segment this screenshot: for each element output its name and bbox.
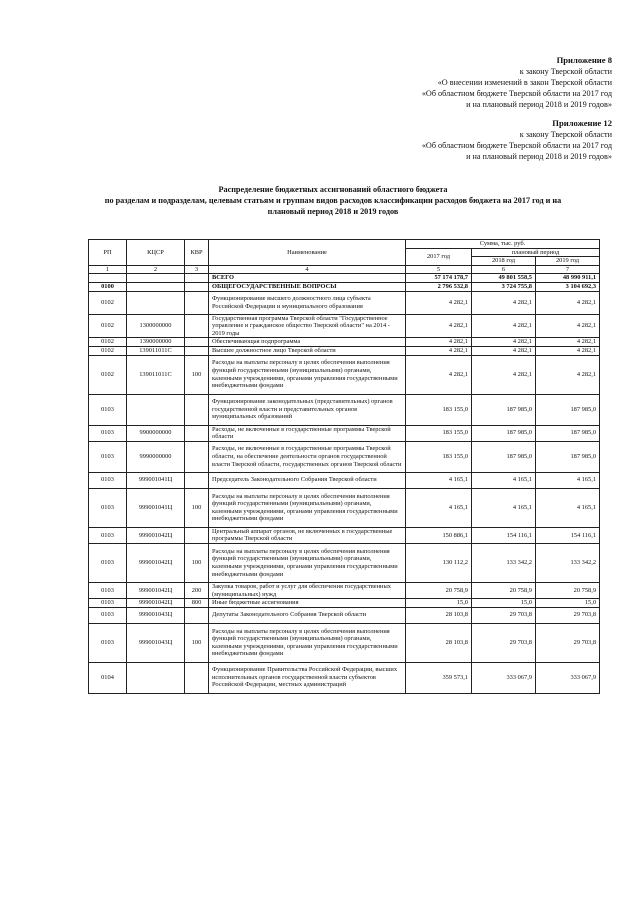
name-cell: Высшее должностное лицо Тверской области bbox=[209, 346, 406, 355]
kvr-cell bbox=[185, 472, 209, 488]
kvr-cell bbox=[185, 662, 209, 693]
total-row bbox=[89, 274, 600, 283]
value-2018-cell: 29 703,8 bbox=[472, 623, 536, 662]
table-row bbox=[89, 314, 600, 338]
value-2019-cell: 187 985,0 bbox=[536, 441, 600, 472]
ksr-cell bbox=[127, 394, 185, 425]
ksr-cell: 9900000000 bbox=[127, 425, 185, 441]
document-title-line: по разделам и подразделам, целевым статьям и группам видов расходов классификации расходов бюджета на 2017 год и на bbox=[104, 196, 562, 205]
name-cell: Государственная программа Тверской области "Государственное управление и гражданское общество Тверской области" на 2014 - 2019 годы bbox=[209, 314, 406, 338]
rp-cell: 0103 bbox=[89, 582, 127, 598]
name-cell: Функционирование Правительства Российской Федерации, высших исполнительных органов государственной власти субъектов Российской Федерации, местных администраций bbox=[209, 662, 406, 693]
table-row bbox=[89, 488, 600, 527]
header-name: Наименование bbox=[209, 240, 406, 266]
ksr-cell: 9990000000 bbox=[127, 441, 185, 472]
appendix-12-line: к закону Тверской области bbox=[519, 130, 612, 139]
appendix-8-line: к закону Тверской области bbox=[519, 67, 612, 76]
header-sum: Сумма, тыс. руб. bbox=[406, 240, 600, 249]
ksr-cell bbox=[127, 282, 185, 291]
name-cell: Закупка товаров, работ и услуг для обеспечения государственных (муниципальных) нужд bbox=[209, 582, 406, 598]
value-2017-cell: 183 155,0 bbox=[406, 425, 472, 441]
value-2017-cell: 150 886,1 bbox=[406, 527, 472, 543]
value-2018-cell: 187 985,0 bbox=[472, 425, 536, 441]
value-2017-cell: 4 282,1 bbox=[406, 346, 472, 355]
value-2018-cell: 4 282,1 bbox=[472, 291, 536, 314]
table-row bbox=[89, 394, 600, 425]
value-2017-cell: 359 573,1 bbox=[406, 662, 472, 693]
kvr-cell bbox=[185, 441, 209, 472]
kvr-cell bbox=[185, 314, 209, 338]
value-2018-cell: 4 282,1 bbox=[472, 355, 536, 394]
kvr-cell: 100 bbox=[185, 488, 209, 527]
ksr-cell bbox=[127, 291, 185, 314]
rp-cell: 0103 bbox=[89, 607, 127, 623]
kvr-cell: 800 bbox=[185, 599, 209, 608]
header-kvr: КВР bbox=[185, 240, 209, 266]
kvr-cell bbox=[185, 346, 209, 355]
table-row bbox=[89, 338, 600, 347]
kvr-cell bbox=[185, 291, 209, 314]
column-number: 5 bbox=[406, 265, 472, 274]
header-ksr: КЦСР bbox=[127, 240, 185, 266]
value-2019-cell: 187 985,0 bbox=[536, 394, 600, 425]
rp-cell: 0102 bbox=[89, 346, 127, 355]
value-2019-cell: 187 985,0 bbox=[536, 425, 600, 441]
header-2018: 2018 год bbox=[472, 257, 536, 266]
table-row bbox=[89, 662, 600, 693]
value-2017-cell: 4 165,1 bbox=[406, 488, 472, 527]
kvr-cell: 100 bbox=[185, 355, 209, 394]
table-row bbox=[89, 527, 600, 543]
header-row bbox=[89, 240, 600, 249]
value-2019-cell: 4 282,1 bbox=[536, 355, 600, 394]
value-2019-cell: 4 165,1 bbox=[536, 488, 600, 527]
ksr-cell: 999001043Ц bbox=[127, 623, 185, 662]
ksr-cell: 999001042Ц bbox=[127, 599, 185, 608]
column-number: 2 bbox=[127, 265, 185, 274]
rp-cell: 0102 bbox=[89, 314, 127, 338]
name-cell: Расходы на выплаты персоналу в целях обеспечения выполнения функций государственными (муниципальными) органами, казенными учреждениями, органами управления государственными внебюджетными фондами bbox=[209, 488, 406, 527]
table-row bbox=[89, 291, 600, 314]
name-cell: Расходы, не включенные в государственные программы Тверской области, на обеспечение деятельности органов государственной власти Тверской области, государственных органов Тверской области bbox=[209, 441, 406, 472]
value-2018-cell: 15,0 bbox=[472, 599, 536, 608]
header-2019: 2019 год bbox=[536, 257, 600, 266]
value-2018-cell: 4 165,1 bbox=[472, 472, 536, 488]
value-2019-cell: 333 067,9 bbox=[536, 662, 600, 693]
value-2018-cell: 4 282,1 bbox=[472, 338, 536, 347]
table-row bbox=[89, 607, 600, 623]
table-row bbox=[89, 355, 600, 394]
rp-cell: 0103 bbox=[89, 472, 127, 488]
name-cell: Депутаты Законодательного Собрания Тверской области bbox=[209, 607, 406, 623]
name-cell: Расходы на выплаты персоналу в целях обеспечения выполнения функций государственными (муниципальными) органами, казенными учреждениями, органами управления государственными внебюджетными фондами bbox=[209, 355, 406, 394]
budget-table-body bbox=[89, 240, 600, 694]
value-2017-cell: 4 282,1 bbox=[406, 338, 472, 347]
appendix-12-line: и на плановый период 2018 и 2019 годов» bbox=[466, 152, 612, 161]
name-cell: Иные бюджетные ассигнования bbox=[209, 599, 406, 608]
value-2018-cell: 3 724 755,8 bbox=[472, 282, 536, 291]
column-number-row bbox=[89, 265, 600, 274]
kvr-cell bbox=[185, 338, 209, 347]
column-number: 1 bbox=[89, 265, 127, 274]
value-2019-cell: 4 282,1 bbox=[536, 338, 600, 347]
header-rp: РП bbox=[89, 240, 127, 266]
ksr-cell: 999001041Ц bbox=[127, 472, 185, 488]
rp-cell: 0100 bbox=[89, 282, 127, 291]
rp-cell: 0102 bbox=[89, 355, 127, 394]
kvr-cell: 100 bbox=[185, 623, 209, 662]
table-row bbox=[89, 582, 600, 598]
kvr-cell bbox=[185, 394, 209, 425]
budget-table bbox=[88, 239, 600, 694]
document-title-line: плановый период 2018 и 2019 годов bbox=[267, 207, 399, 216]
appendix-8-title: Приложение 8 bbox=[556, 55, 612, 65]
rp-cell: 0102 bbox=[89, 338, 127, 347]
table-row bbox=[89, 472, 600, 488]
rp-cell: 0103 bbox=[89, 441, 127, 472]
table-row bbox=[89, 543, 600, 582]
rp-cell: 0103 bbox=[89, 599, 127, 608]
ksr-cell: 999001041Ц bbox=[127, 488, 185, 527]
appendix-12-title: Приложение 12 bbox=[552, 118, 612, 128]
value-2017-cell: 28 103,8 bbox=[406, 607, 472, 623]
value-2018-cell: 333 067,9 bbox=[472, 662, 536, 693]
document-title-line: Распределение бюджетных ассигнований областного бюджета bbox=[218, 185, 448, 194]
ksr-cell: 139011011С bbox=[127, 346, 185, 355]
table-row bbox=[89, 599, 600, 608]
column-number: 6 bbox=[472, 265, 536, 274]
appendix-12-block bbox=[422, 118, 612, 162]
value-2017-cell: 28 103,8 bbox=[406, 623, 472, 662]
total-2019: 48 990 911,1 bbox=[536, 274, 600, 283]
value-2018-cell: 4 282,1 bbox=[472, 346, 536, 355]
value-2019-cell: 133 342,2 bbox=[536, 543, 600, 582]
value-2019-cell: 4 282,1 bbox=[536, 291, 600, 314]
name-cell: Обеспечивающая подпрограмма bbox=[209, 338, 406, 347]
value-2018-cell: 20 758,9 bbox=[472, 582, 536, 598]
ksr-cell bbox=[127, 662, 185, 693]
rp-cell: 0103 bbox=[89, 623, 127, 662]
header-2017: 2017 год bbox=[406, 248, 472, 265]
name-cell: Функционирование высшего должностного лица субъекта Российской Федерации и муниципального образования bbox=[209, 291, 406, 314]
value-2018-cell: 133 342,2 bbox=[472, 543, 536, 582]
name-cell: ОБЩЕГОСУДАРСТВЕННЫЕ ВОПРОСЫ bbox=[209, 282, 406, 291]
value-2017-cell: 4 165,1 bbox=[406, 472, 472, 488]
value-2017-cell: 4 282,1 bbox=[406, 291, 472, 314]
appendix-8-line: «О внесении изменений в закон Тверской области bbox=[437, 78, 612, 87]
table-row bbox=[89, 346, 600, 355]
name-cell: Председатель Законодательного Собрания Тверской области bbox=[209, 472, 406, 488]
value-2019-cell: 4 165,1 bbox=[536, 472, 600, 488]
value-2018-cell: 4 282,1 bbox=[472, 314, 536, 338]
value-2017-cell: 15,0 bbox=[406, 599, 472, 608]
rp-cell: 0103 bbox=[89, 425, 127, 441]
table-row bbox=[89, 623, 600, 662]
appendix-12-line: «Об областном бюджете Тверской области на 2017 год bbox=[421, 141, 612, 150]
name-cell: Расходы, не включенные в государственные программы Тверской области bbox=[209, 425, 406, 441]
rp-cell: 0103 bbox=[89, 488, 127, 527]
ksr-cell: 999001042Ц bbox=[127, 582, 185, 598]
table-row bbox=[89, 425, 600, 441]
header-planned: плановый период bbox=[472, 248, 600, 257]
value-2017-cell: 4 282,1 bbox=[406, 314, 472, 338]
table-row bbox=[89, 282, 600, 291]
value-2019-cell: 3 104 692,3 bbox=[536, 282, 600, 291]
kvr-cell bbox=[185, 527, 209, 543]
value-2019-cell: 29 703,8 bbox=[536, 607, 600, 623]
table-row bbox=[89, 441, 600, 472]
ksr-cell: 999001042Ц bbox=[127, 527, 185, 543]
value-2018-cell: 29 703,8 bbox=[472, 607, 536, 623]
value-2017-cell: 4 282,1 bbox=[406, 355, 472, 394]
appendix-8-line: и на плановый период 2018 и 2019 годов» bbox=[466, 100, 612, 109]
ksr-cell: 1300000000 bbox=[127, 314, 185, 338]
rp-cell: 0102 bbox=[89, 291, 127, 314]
rp-cell: 0103 bbox=[89, 527, 127, 543]
column-number: 7 bbox=[536, 265, 600, 274]
value-2017-cell: 2 796 532,8 bbox=[406, 282, 472, 291]
value-2017-cell: 183 155,0 bbox=[406, 441, 472, 472]
name-cell: Расходы на выплаты персоналу в целях обеспечения выполнения функций государственными (муниципальными) органами, казенными учреждениями, органами управления государственными внебюджетными фондами bbox=[209, 623, 406, 662]
rp-cell: 0103 bbox=[89, 394, 127, 425]
column-number: 4 bbox=[209, 265, 406, 274]
name-cell: Расходы на выплаты персоналу в целях обеспечения выполнения функций государственными (муниципальными) органами, казенными учреждениями, органами управления государственными внебюджетными фондами bbox=[209, 543, 406, 582]
appendix-8-line: «Об областном бюджете Тверской области на 2017 год bbox=[421, 89, 612, 98]
kvr-cell: 200 bbox=[185, 582, 209, 598]
total-2017: 57 174 178,7 bbox=[406, 274, 472, 283]
value-2017-cell: 183 155,0 bbox=[406, 394, 472, 425]
value-2018-cell: 187 985,0 bbox=[472, 441, 536, 472]
value-2019-cell: 154 116,1 bbox=[536, 527, 600, 543]
name-cell: Функционирование законодательных (представительных) органов государственной власти и представительных органов муниципальных образований bbox=[209, 394, 406, 425]
ksr-cell: 999001043Ц bbox=[127, 607, 185, 623]
appendix-8-block bbox=[422, 55, 612, 110]
value-2019-cell: 15,0 bbox=[536, 599, 600, 608]
kvr-cell bbox=[185, 282, 209, 291]
total-2018: 49 801 558,5 bbox=[472, 274, 536, 283]
total-label: ВСЕГО bbox=[209, 274, 406, 283]
value-2019-cell: 4 282,1 bbox=[536, 346, 600, 355]
value-2017-cell: 130 112,2 bbox=[406, 543, 472, 582]
value-2018-cell: 187 985,0 bbox=[472, 394, 536, 425]
kvr-cell bbox=[185, 425, 209, 441]
value-2019-cell: 4 282,1 bbox=[536, 314, 600, 338]
kvr-cell: 100 bbox=[185, 543, 209, 582]
ksr-cell: 999001042Ц bbox=[127, 543, 185, 582]
ksr-cell: 1390000000 bbox=[127, 338, 185, 347]
document-title bbox=[80, 184, 586, 217]
value-2019-cell: 29 703,8 bbox=[536, 623, 600, 662]
rp-cell: 0104 bbox=[89, 662, 127, 693]
kvr-cell bbox=[185, 607, 209, 623]
value-2018-cell: 154 116,1 bbox=[472, 527, 536, 543]
value-2017-cell: 20 758,9 bbox=[406, 582, 472, 598]
column-number: 3 bbox=[185, 265, 209, 274]
name-cell: Центральный аппарат органов, не включенных в государственные программы Тверской области bbox=[209, 527, 406, 543]
value-2018-cell: 4 165,1 bbox=[472, 488, 536, 527]
ksr-cell: 139011011С bbox=[127, 355, 185, 394]
value-2019-cell: 20 758,9 bbox=[536, 582, 600, 598]
rp-cell: 0103 bbox=[89, 543, 127, 582]
